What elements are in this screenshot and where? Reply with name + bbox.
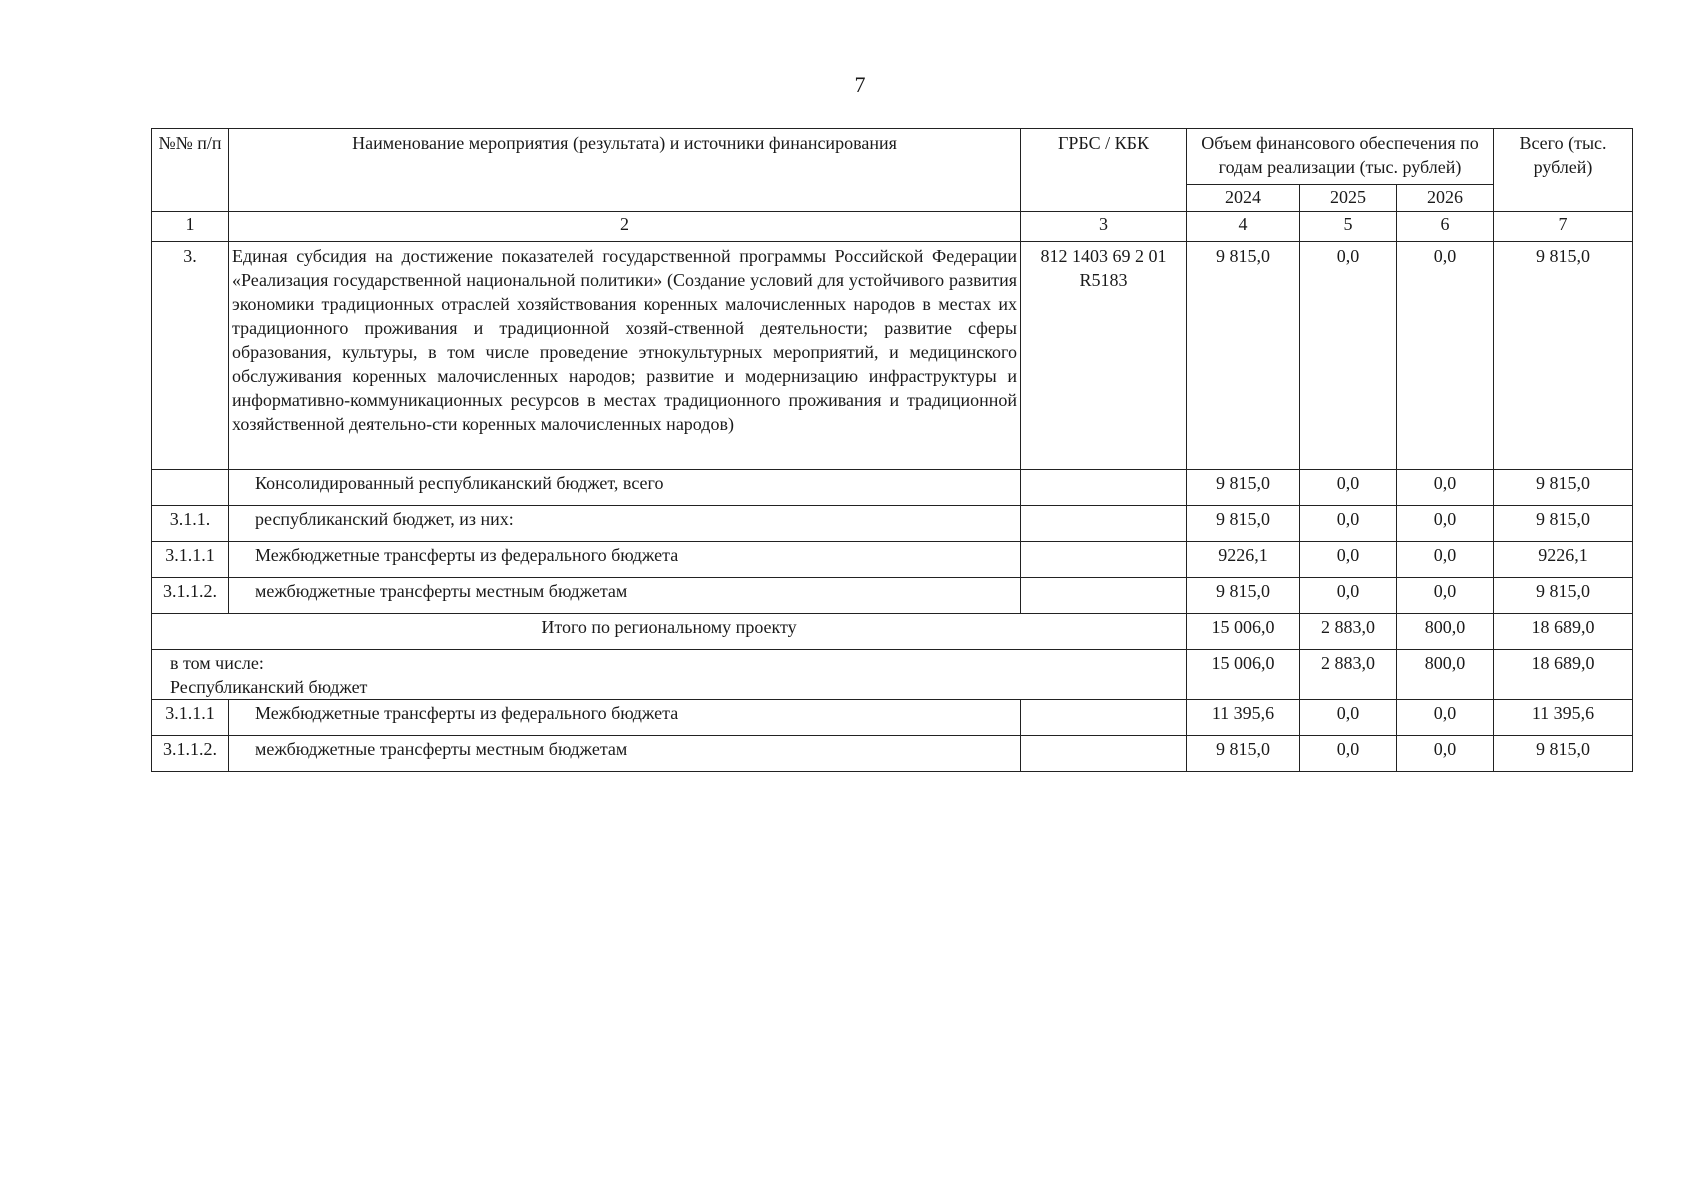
row-name: Консолидированный республиканский бюджет, всего bbox=[229, 470, 1021, 506]
row-grbs bbox=[1021, 506, 1187, 542]
header-num: №№ п/п bbox=[152, 129, 229, 212]
row-2025: 0,0 bbox=[1300, 242, 1397, 470]
row-2026: 0,0 bbox=[1397, 470, 1494, 506]
row-2026: 0,0 bbox=[1397, 578, 1494, 614]
row-2024: 9 815,0 bbox=[1187, 470, 1300, 506]
row-2025: 0,0 bbox=[1300, 506, 1397, 542]
row-num: 3.1.1. bbox=[152, 506, 229, 542]
total-row bbox=[152, 614, 1633, 650]
header-total: Всего (тыс. рублей) bbox=[1494, 129, 1633, 212]
row-2024: 9 815,0 bbox=[1187, 506, 1300, 542]
total-total: 18 689,0 bbox=[1494, 614, 1633, 650]
page-number: 7 bbox=[854, 72, 866, 97]
table-row bbox=[152, 242, 1633, 470]
row-grbs bbox=[1021, 736, 1187, 772]
header-grbs: ГРБС / КБК bbox=[1021, 129, 1187, 212]
row-total: 9226,1 bbox=[1494, 542, 1633, 578]
table-row bbox=[152, 700, 1633, 736]
column-number: 3 bbox=[1021, 212, 1187, 242]
row-grbs bbox=[1021, 700, 1187, 736]
row-total: 9 815,0 bbox=[1494, 578, 1633, 614]
row-2025: 0,0 bbox=[1300, 578, 1397, 614]
including-label-line2: Республиканский бюджет bbox=[170, 677, 368, 697]
row-total: 9 815,0 bbox=[1494, 506, 1633, 542]
table-row bbox=[152, 506, 1633, 542]
column-number: 6 bbox=[1397, 212, 1494, 242]
including-2026: 800,0 bbox=[1397, 650, 1494, 700]
header-row bbox=[152, 129, 1633, 185]
header-volume: Объем финансового обеспечения по годам реализации (тыс. рублей) bbox=[1187, 129, 1494, 185]
table-row bbox=[152, 578, 1633, 614]
row-2026: 0,0 bbox=[1397, 700, 1494, 736]
row-grbs bbox=[1021, 470, 1187, 506]
row-num bbox=[152, 470, 229, 506]
column-number: 5 bbox=[1300, 212, 1397, 242]
row-2025: 0,0 bbox=[1300, 736, 1397, 772]
column-number: 4 bbox=[1187, 212, 1300, 242]
including-total: 18 689,0 bbox=[1494, 650, 1633, 700]
column-number: 7 bbox=[1494, 212, 1633, 242]
row-grbs bbox=[1021, 542, 1187, 578]
including-2024: 15 006,0 bbox=[1187, 650, 1300, 700]
row-total: 9 815,0 bbox=[1494, 470, 1633, 506]
row-name: Межбюджетные трансферты из федерального бюджета bbox=[229, 542, 1021, 578]
row-name: Единая субсидия на достижение показателей государственной программы Российской Федерации «Реализация государственной национальной политики» (Создание условий для устойчивого развития экономики традиционных отраслей хозяйствования коренных малочисленных народов в местах их традиционного проживания и традиционной хозяй-ственной деятельности; развитие сферы образования, культуры, в том числе проведение этнокультурных мероприятий, и медицинского обслуживания коренных малочисленных народов; развитие и модернизацию инфраструктуры и информативно-коммуникационных ресурсов в местах традиционного проживания и традиционной хозяйственной деятельно-сти коренных малочисленных народов) bbox=[229, 242, 1021, 470]
total-label: Итого по региональному проекту bbox=[152, 614, 1187, 650]
header-name: Наименование мероприятия (результата) и источники финансирования bbox=[229, 129, 1021, 212]
column-numbers-row bbox=[152, 212, 1633, 242]
row-2026: 0,0 bbox=[1397, 506, 1494, 542]
row-num: 3.1.1.2. bbox=[152, 578, 229, 614]
row-2024: 9 815,0 bbox=[1187, 242, 1300, 470]
row-num: 3.1.1.1 bbox=[152, 542, 229, 578]
total-2024: 15 006,0 bbox=[1187, 614, 1300, 650]
row-2024: 9 815,0 bbox=[1187, 578, 1300, 614]
row-name: Межбюджетные трансферты из федерального бюджета bbox=[229, 700, 1021, 736]
row-2024: 9 815,0 bbox=[1187, 736, 1300, 772]
row-2024: 9226,1 bbox=[1187, 542, 1300, 578]
row-grbs: 812 1403 69 2 01 R5183 bbox=[1021, 242, 1187, 470]
including-label-line1: в том числе: bbox=[170, 653, 264, 673]
header-year: 2026 bbox=[1397, 185, 1494, 212]
row-2026: 0,0 bbox=[1397, 242, 1494, 470]
including-2025: 2 883,0 bbox=[1300, 650, 1397, 700]
column-number: 2 bbox=[229, 212, 1021, 242]
row-2025: 0,0 bbox=[1300, 470, 1397, 506]
row-total: 9 815,0 bbox=[1494, 736, 1633, 772]
total-2026: 800,0 bbox=[1397, 614, 1494, 650]
row-grbs bbox=[1021, 578, 1187, 614]
table-row bbox=[152, 542, 1633, 578]
including-row bbox=[152, 650, 1633, 700]
row-name: межбюджетные трансферты местным бюджетам bbox=[229, 578, 1021, 614]
row-num: 3.1.1.1 bbox=[152, 700, 229, 736]
row-name: межбюджетные трансферты местным бюджетам bbox=[229, 736, 1021, 772]
row-2025: 0,0 bbox=[1300, 700, 1397, 736]
row-num: 3.1.1.2. bbox=[152, 736, 229, 772]
row-total: 11 395,6 bbox=[1494, 700, 1633, 736]
table-row bbox=[152, 736, 1633, 772]
row-num: 3. bbox=[152, 242, 229, 470]
row-2024: 11 395,6 bbox=[1187, 700, 1300, 736]
row-name: республиканский бюджет, из них: bbox=[229, 506, 1021, 542]
row-total: 9 815,0 bbox=[1494, 242, 1633, 470]
row-2026: 0,0 bbox=[1397, 542, 1494, 578]
total-2025: 2 883,0 bbox=[1300, 614, 1397, 650]
header-year: 2024 bbox=[1187, 185, 1300, 212]
column-number: 1 bbox=[152, 212, 229, 242]
including-label bbox=[152, 650, 1187, 700]
budget-table bbox=[151, 128, 1633, 772]
header-year: 2025 bbox=[1300, 185, 1397, 212]
row-2025: 0,0 bbox=[1300, 542, 1397, 578]
row-2026: 0,0 bbox=[1397, 736, 1494, 772]
table-row bbox=[152, 470, 1633, 506]
